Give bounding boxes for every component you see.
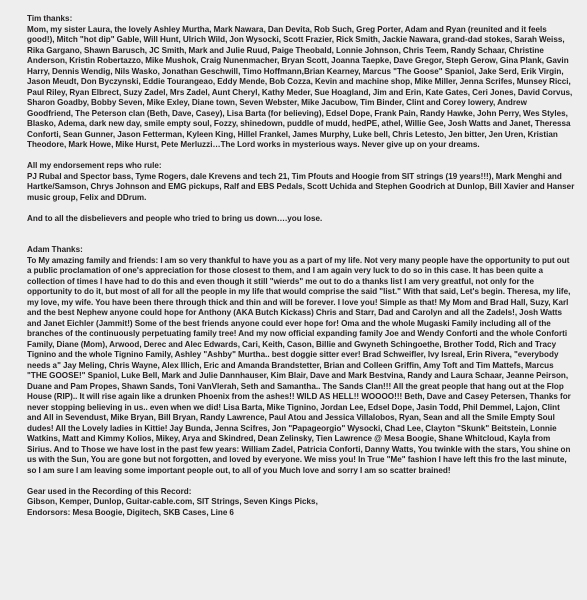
adam-thanks-heading: Adam Thanks: [27,245,83,254]
tim-thanks-body: Mom, my sister Laura, the lovely Ashley Murtha, Mark Nawara, Dan Devita, Rob Such, Greg Porter, Adam and Ryan (reunited and it feels good!), Mitch "hot dip" Gable, Will Hunt, Ulrich Wild, Jon Wysocki, Scott Frazier, Rick Smith, Jackie Nawara, grand-dad stokes, Sarah Weiss, Rika Gargano, Shawn Barusch, JC Smith, Mark and Julie Ruud, Paige Theobald, Lonnie Johnson, Chris Teem, Randy Schaar, Christine Anderson, Kristin Robertazzo, Mike Mushok, Craig Nunenmacher, Bryan Scott, Joanna Taepke, Dave Gregor, Steph Gerow, Gina Plank, Gavin Harry, Dennis Wendig, Nils Wasko, Jonathan Geschwill, Timo Hoffmann,Brian Kearney, Marcus "The Goose" Spaniol, Jake Serd, Erik Virgin, Jason Meudt, Don Byczynski, Eddie Tourangeao, Eddy Mende, Bob Cozza, Kevin and machine shop, Mike Miller, Jenna Scrifes, Munsey Ricci, Paul Riley, Ryan Elbrect, Suzy Zadel, Mrs Zadel, Aunt Cheryl, Kathy Meder, Sue Hoagland, Jim and Erin, Kate Gates, Ceri Jones, David Corvus, Sharon Goadby, Bobby Seven, Mike Exley, Diane town, Seven Webster, Mike Jacubow, Tim Binder, Clint and Corey lowery, Andrew Goodfriend, The Peterson clan (Beth, Dave, Casey), Lisa Barta (for believing), Edsel Dope, Frank Pain, Randy Hawke, John Perry, Wes Styles, Blasko, Adema, dark new day, smile empty soul, Fozzy, shinedown, puddle of mudd, hedPE, athel, Willie Gee, Josh Watts and Janet, Theressa Conforti, Sean Gunner, Jason Fetterman, Kyleen King, Hillel Frankel, James Murphy, Luke bell, Chris Letesto, Jen bitter, Jen Uren, Kristian Theodore, Mark Howe, Mike Hurst, Pete Merluzzi…The Lord works in mysterious ways. Never give up on your dreams. [27,24,573,149]
gear-list: Gear used in the Recording of this Record: Gibson, Kemper, Dunlop, Guitar-cable.com, SIT Strings, Seven Kings Picks, Endorsors: Mesa Boogie, Digitech, SKB Cases, Line 6 [27,486,318,517]
tim-thanks-heading: Tim thanks: [27,14,73,23]
tim-endorsement-reps: All my endorsement reps who rule: PJ Rubal and Spector bass, Tyme Rogers, dale Krevens and tech 21, Tim Pfouts and Hoogie from SIT strings (19 years!!!), Mark Menghi and Hartke/Samson, Chrys Johnson and EMG pickups, Ralf and EBS Pedals, Scott Uchida and Stephen Goodrich at Dunlop, Bill Xavier and Hanser music group, Felix and DDrum. [27,161,575,202]
tim-closing-line: And to all the disbelievers and people who tried to bring us down….you lose. [27,213,323,223]
adam-thanks-body: To My amazing family and friends: I am so very thankful to have you as a part of my life. Not very many people have the opportunity to put out a public proclamation of one's appreciation for those closest to them, and I am again very luck to do so in this case. It has been quite a collection of times I have had to do this and even though it still "wierds" me out to do a thanks list I am very greatful, not only for the opportunity to do it, but most of all for all the people in my life that would comprise the said "list." With that said, Let's begin. Theresa, my life, my love, my wife. You have been there through thick and thin and will be forever. I love you! Simple as that! My Mom and Brad Hall, Suzy, Karl and the best Nephew anyone could hope for Anthony (AKA Butch Kickass) Chris and Starr, Dad and Carolyn and all the Zadels!, Josh Watts and Janet Eichler (Jammit!) Some of the best friends anyone could ever hope for! Oma and the whole Mugaski Family including all of the branches of the continuously perpetuating family tree! And my now official expanding family Joe and Wendy Conforti and the whole Conforti Family, Diane (Mom), Arwood, Derec and Alec Edwards, Cari, Keith, Cason, Billie and Gwyneth Schingoethe, Brother Todd, Rich and Tracy Tignino and the whole Tignino Family, Ashley "Ashby" Murtha.. best doggie sitter ever! Brad Schweifler, Ivy Isreal, Erin Rivera, "everybody needs a" Jay Meling, Chris Wayne, Alex Illich, Eric and Amanda Brandstetter, Brian and Colleen Griffin, Amy Toft and Tim Mattefs, Marcus "THE GOOSE!" Spaniol, Luke Bell, Mark and Julie Dannhauser, Kim Blair, Dave and Mark Bestvina, Randy and Laura Schaar, Jeanne Peirson, Duane and Pam Propes, Shawn Sands, Toni VanVlerah, Seth and Samantha.. The Sands Clan!!! All the great people that hang out at the Flop House (RIP).. It will rise again like a drunken Phoenix from the ashes!! WILD AS HELL!! WOOOO!!! Beth, Dave and Casey Petersen, Thanks for never stopping believing in us.. even when we did! Lisa Barta, Mike Tignino, Jordan Lee, Edsel Dope, Jasin Todd, Phil Demmel, Lajon, Clint and All in Sevendust, Mike Bryan, Bill Bryan, Randy Lawrence, Paul Atou and Jessica Villalobos, Ryan, Sean and all the Smile Empty Soul dudes! All the Lovely ladies in Kittie! Jay Bunda, Jenna Scifres, Jon "Papageorgio" Wysocki, Chad Lee, Clayton "Skunk" Beitstein, Lonnie Watkins, Matt and Kimmy Kolios, Mikey, Arya and Skindred, Dean Zelinsky, Tien Lawrence @ Mesa Boogie, Shane Whitcloud, Kayla from Sirius. And to Those we have lost in the past few years: William Zadel, Patricia Conforti, Danny Watts, You twinkle with the stars, You shine on us with the Sun, You are gone but not forgotten, and loved by everyone. We miss you! In True "Me" fashion I have left this fro the last minute, so I am sure I am leaving some important people out, to all of you Much love and sorry I am so scatter brained! [27,255,571,475]
